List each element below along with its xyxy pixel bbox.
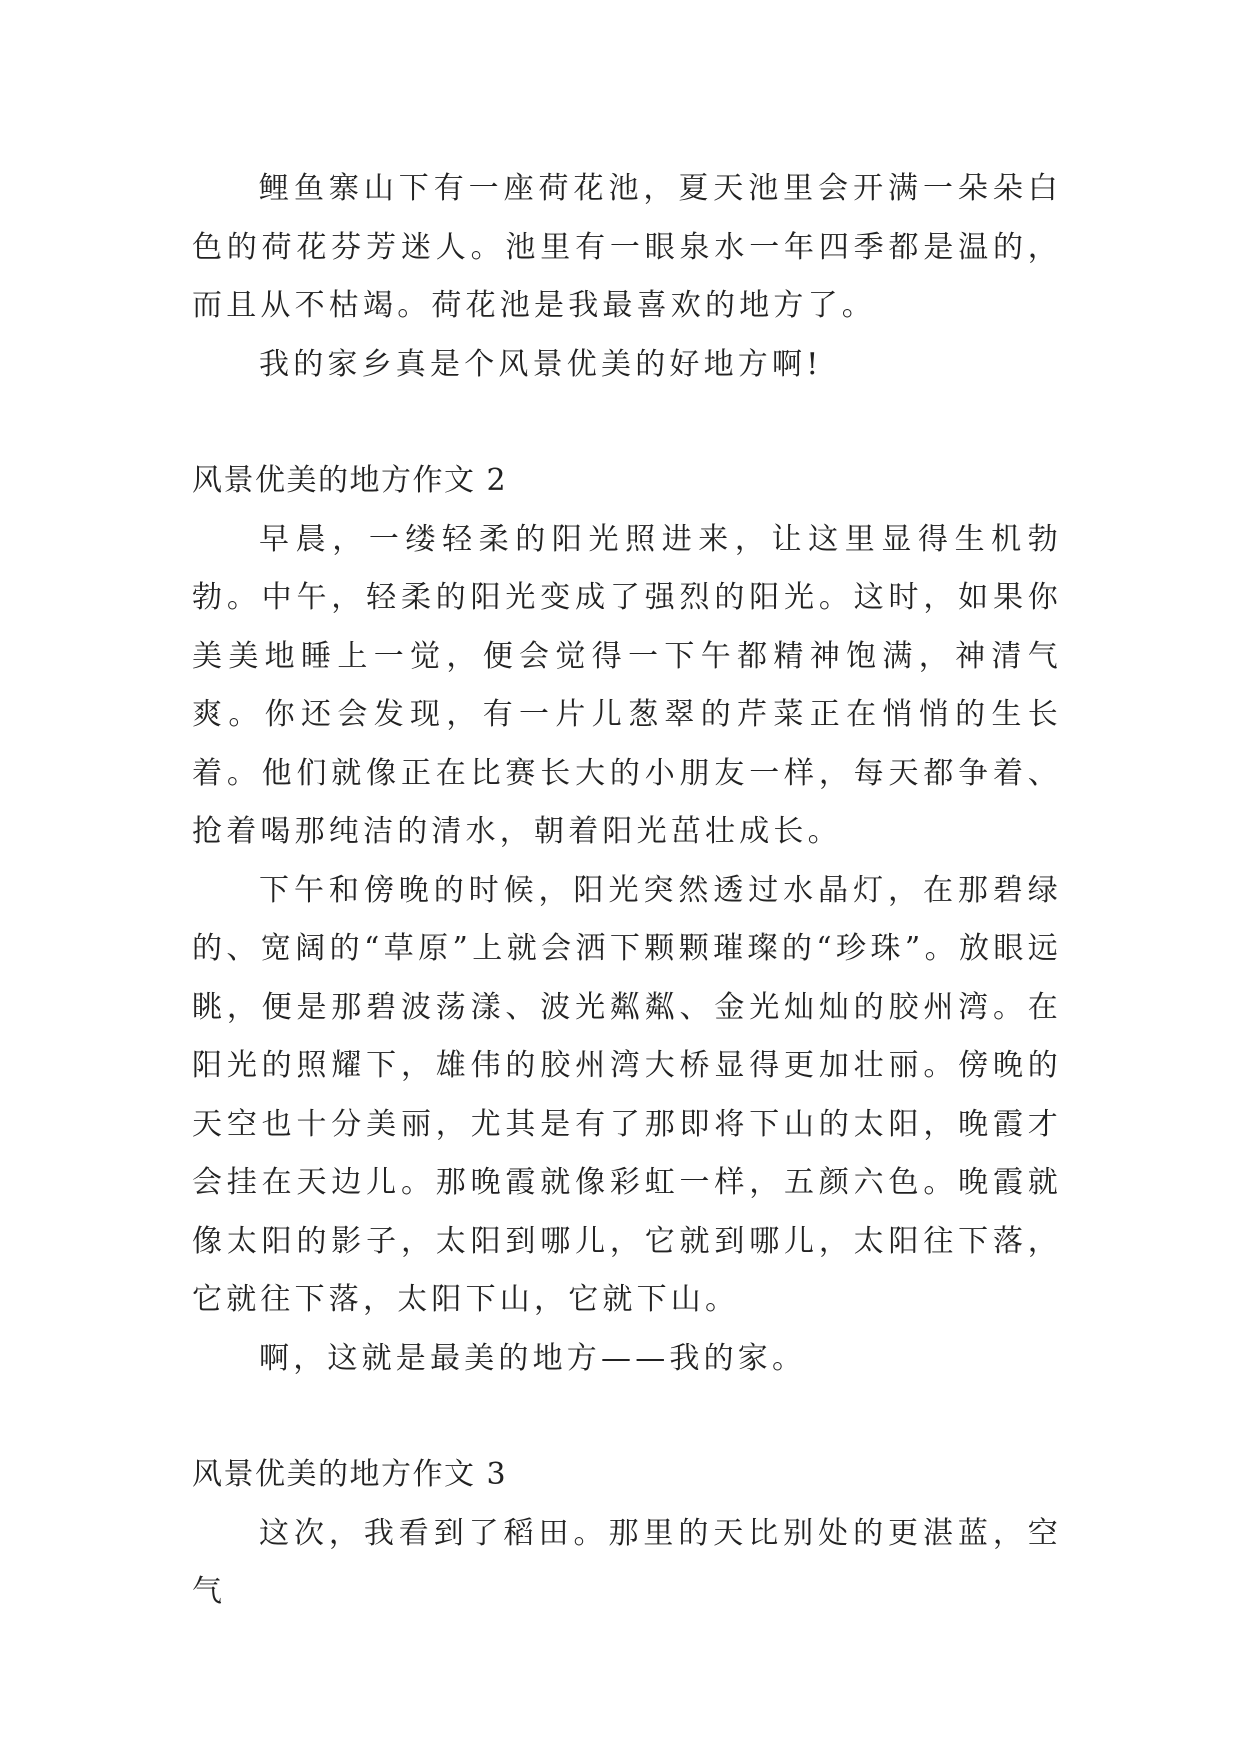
paragraph-evening-bay: 下午和傍晚的时候，阳光突然透过水晶灯，在那碧绿的、宽阔的“草原”上就会洒下颗颗璀璨的“珍珠”。放眼远眺，便是那碧波荡漾、波光粼粼、金光灿灿的胶州湾。在阳光的照耀下，雄伟的胶州湾大桥显得更加壮丽。傍晚的天空也十分美丽，尤其是有了那即将下山的太阳，晚霞才会挂在天边儿。那晚霞就像彩虹一样，五颜六色。晚霞就像太阳的影子，太阳到哪儿，它就到哪儿，太阳往下落，它就往下落，太阳下山，它就下山。 bbox=[192, 872, 1062, 1317]
essay-heading-2: 风景优美的地方作文 2 bbox=[192, 463, 508, 498]
document-body bbox=[192, 160, 1062, 1622]
paragraph-lotus-pond: 鲤鱼寨山下有一座荷花池，夏天池里会开满一朵朵白色的荷花芬芳迷人。池里有一眼泉水一年四季都是温的，而且从不枯竭。荷花池是我最喜欢的地方了。 bbox=[192, 171, 1062, 323]
section-spacer bbox=[192, 1388, 1062, 1446]
paragraph-most-beautiful-home: 啊，这就是最美的地方——我的家。 bbox=[259, 1340, 807, 1376]
paragraph-rice-field: 这次，我看到了稻田。那里的天比别处的更湛蓝，空气 bbox=[192, 1515, 1062, 1609]
essay-heading-3: 风景优美的地方作文 3 bbox=[192, 1457, 508, 1492]
paragraph-morning-sunlight: 早晨，一缕轻柔的阳光照进来，让这里显得生机勃勃。中午，轻柔的阳光变成了强烈的阳光。这时，如果你美美地睡上一觉，便会觉得一下午都精神饱满，神清气爽。你还会发现，有一片儿葱翠的芹菜正在悄悄的生长着。他们就像正在比赛长大的小朋友一样，每天都争着、抢着喝那纯洁的清水，朝着阳光茁壮成长。 bbox=[192, 521, 1062, 849]
section-spacer bbox=[192, 394, 1062, 452]
paragraph-hometown-conclusion: 我的家乡真是个风景优美的好地方啊! bbox=[259, 346, 823, 382]
